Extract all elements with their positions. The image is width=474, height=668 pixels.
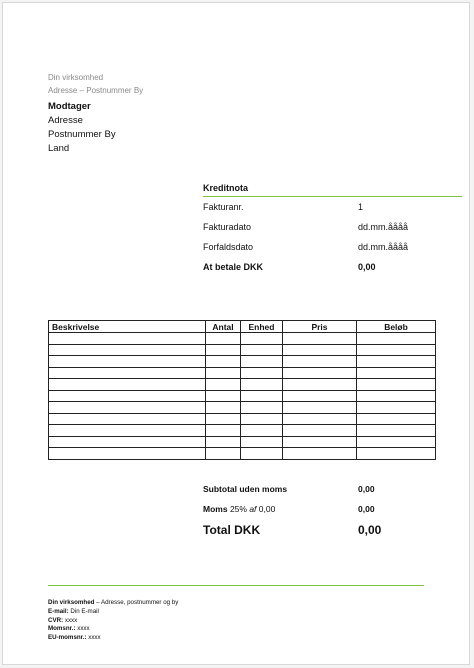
table-cell[interactable] [49,390,206,402]
table-cell[interactable] [283,367,357,379]
amount-due-value: 0,00 [358,262,376,272]
table-cell[interactable] [357,448,436,460]
recipient-postal: Postnummer By [48,129,116,140]
table-cell[interactable] [49,356,206,368]
table-cell[interactable] [241,448,283,460]
footer-divider [48,585,424,586]
invoice-date-row [203,222,433,234]
table-cell[interactable] [283,436,357,448]
column-header-price: Pris [283,321,357,333]
footer-moms-line [48,625,178,634]
table-row [49,390,436,402]
table-cell[interactable] [206,448,241,460]
table-cell[interactable] [241,390,283,402]
recipient-name: Modtager [48,101,91,112]
table-row [49,413,436,425]
vat-rate: 25% [229,504,247,514]
table-cell[interactable] [241,367,283,379]
table-cell[interactable] [241,333,283,345]
footer-company-rest: – Adresse, postnummer og by [94,599,179,606]
table-cell[interactable] [357,413,436,425]
table-cell[interactable] [283,333,357,345]
table-cell[interactable] [241,413,283,425]
due-date-row [203,242,433,254]
table-cell[interactable] [49,425,206,437]
table-cell[interactable] [241,356,283,368]
table-cell[interactable] [49,379,206,391]
footer-company-line [48,599,178,608]
table-cell[interactable] [283,390,357,402]
recipient-country: Land [48,143,70,154]
table-cell[interactable] [357,390,436,402]
table-cell[interactable] [241,436,283,448]
table-cell[interactable] [283,448,357,460]
footer-email-line [48,608,178,617]
table-cell[interactable] [357,379,436,391]
amount-due-row [203,262,433,274]
invoice-date-label: Fakturadato [203,222,252,232]
table-row [49,367,436,379]
table-cell[interactable] [241,402,283,414]
table-row [49,356,436,368]
footer-cvr-value: xxxx [63,616,78,624]
footer-company: Din virksomhed [48,599,95,606]
table-cell[interactable] [49,344,206,356]
table-cell[interactable] [206,390,241,402]
footer-eu-label: EU-momsnr.: [48,634,87,642]
sender-block [48,71,143,97]
table-row [49,448,436,460]
column-header-quantity: Antal [206,321,241,333]
vat-value: 0,00 [358,504,375,514]
title-divider [203,196,462,197]
table-row [49,333,436,345]
column-header-description: Beskrivelse [49,321,206,333]
table-cell[interactable] [283,344,357,356]
table-cell[interactable] [206,356,241,368]
table-cell[interactable] [206,413,241,425]
table-cell[interactable] [49,367,206,379]
table-cell[interactable] [241,344,283,356]
table-cell[interactable] [357,333,436,345]
table-row [49,344,436,356]
table-cell[interactable] [357,402,436,414]
table-cell[interactable] [206,425,241,437]
recipient-address: Adresse [48,115,83,126]
table-header-row [49,321,436,333]
invoice-number-value: 1 [358,202,364,212]
table-cell[interactable] [357,425,436,437]
table-row [49,436,436,448]
column-header-amount: Beløb [357,321,436,333]
invoice-date-value: dd.mm.åååå [358,222,409,232]
table-row [49,402,436,414]
table-cell[interactable] [206,344,241,356]
footer-block [48,599,178,643]
subtotal-value: 0,00 [358,484,375,494]
table-cell[interactable] [283,413,357,425]
due-date-label: Forfaldsdato [203,242,254,252]
total-value: 0,00 [358,523,382,537]
table-cell[interactable] [283,425,357,437]
column-header-unit: Enhed [241,321,283,333]
vat-base: 0,00 [258,504,276,514]
document-page [2,2,470,665]
subtotal-label: Subtotal uden moms [203,484,288,494]
footer-eu-line [48,634,178,643]
amount-due-label: At betale DKK [203,262,264,272]
sender-company: Din virksomhed [48,73,104,82]
table-cell[interactable] [206,333,241,345]
invoice-number-label: Fakturanr. [203,202,244,212]
table-row [49,379,436,391]
table-cell[interactable] [357,344,436,356]
table-cell[interactable] [206,402,241,414]
footer-email-value: Din E-mail [68,607,99,615]
table-cell[interactable] [283,379,357,391]
table-cell[interactable] [357,367,436,379]
table-cell[interactable] [49,413,206,425]
footer-cvr-line [48,617,178,626]
table-cell[interactable] [49,436,206,448]
table-row [49,425,436,437]
table-cell[interactable] [206,436,241,448]
sender-address: Adresse – Postnummer By [48,86,144,95]
table-cell[interactable] [49,402,206,414]
footer-email-label: E-mail: [48,607,69,615]
table-cell[interactable] [49,448,206,460]
recipient-block [48,100,116,156]
table-cell[interactable] [283,356,357,368]
footer-eu-value: xxxx [86,634,101,642]
table-cell[interactable] [241,379,283,391]
vat-of: af [249,504,257,514]
vat-label: Moms [203,504,228,514]
table-cell[interactable] [283,402,357,414]
table-cell[interactable] [206,379,241,391]
invoice-number-row [203,202,433,214]
footer-cvr-label: CVR: [48,616,64,624]
footer-moms-value: xxxx [75,625,90,633]
table-cell[interactable] [357,356,436,368]
table-cell[interactable] [241,425,283,437]
footer-moms-label: Momsnr.: [48,625,76,633]
table-cell[interactable] [357,436,436,448]
table-cell[interactable] [206,367,241,379]
table-cell[interactable] [49,333,206,345]
due-date-value: dd.mm.åååå [358,242,409,252]
document-title: Kreditnota [203,183,248,193]
total-label: Total DKK [203,523,261,537]
line-items-table [48,320,436,460]
